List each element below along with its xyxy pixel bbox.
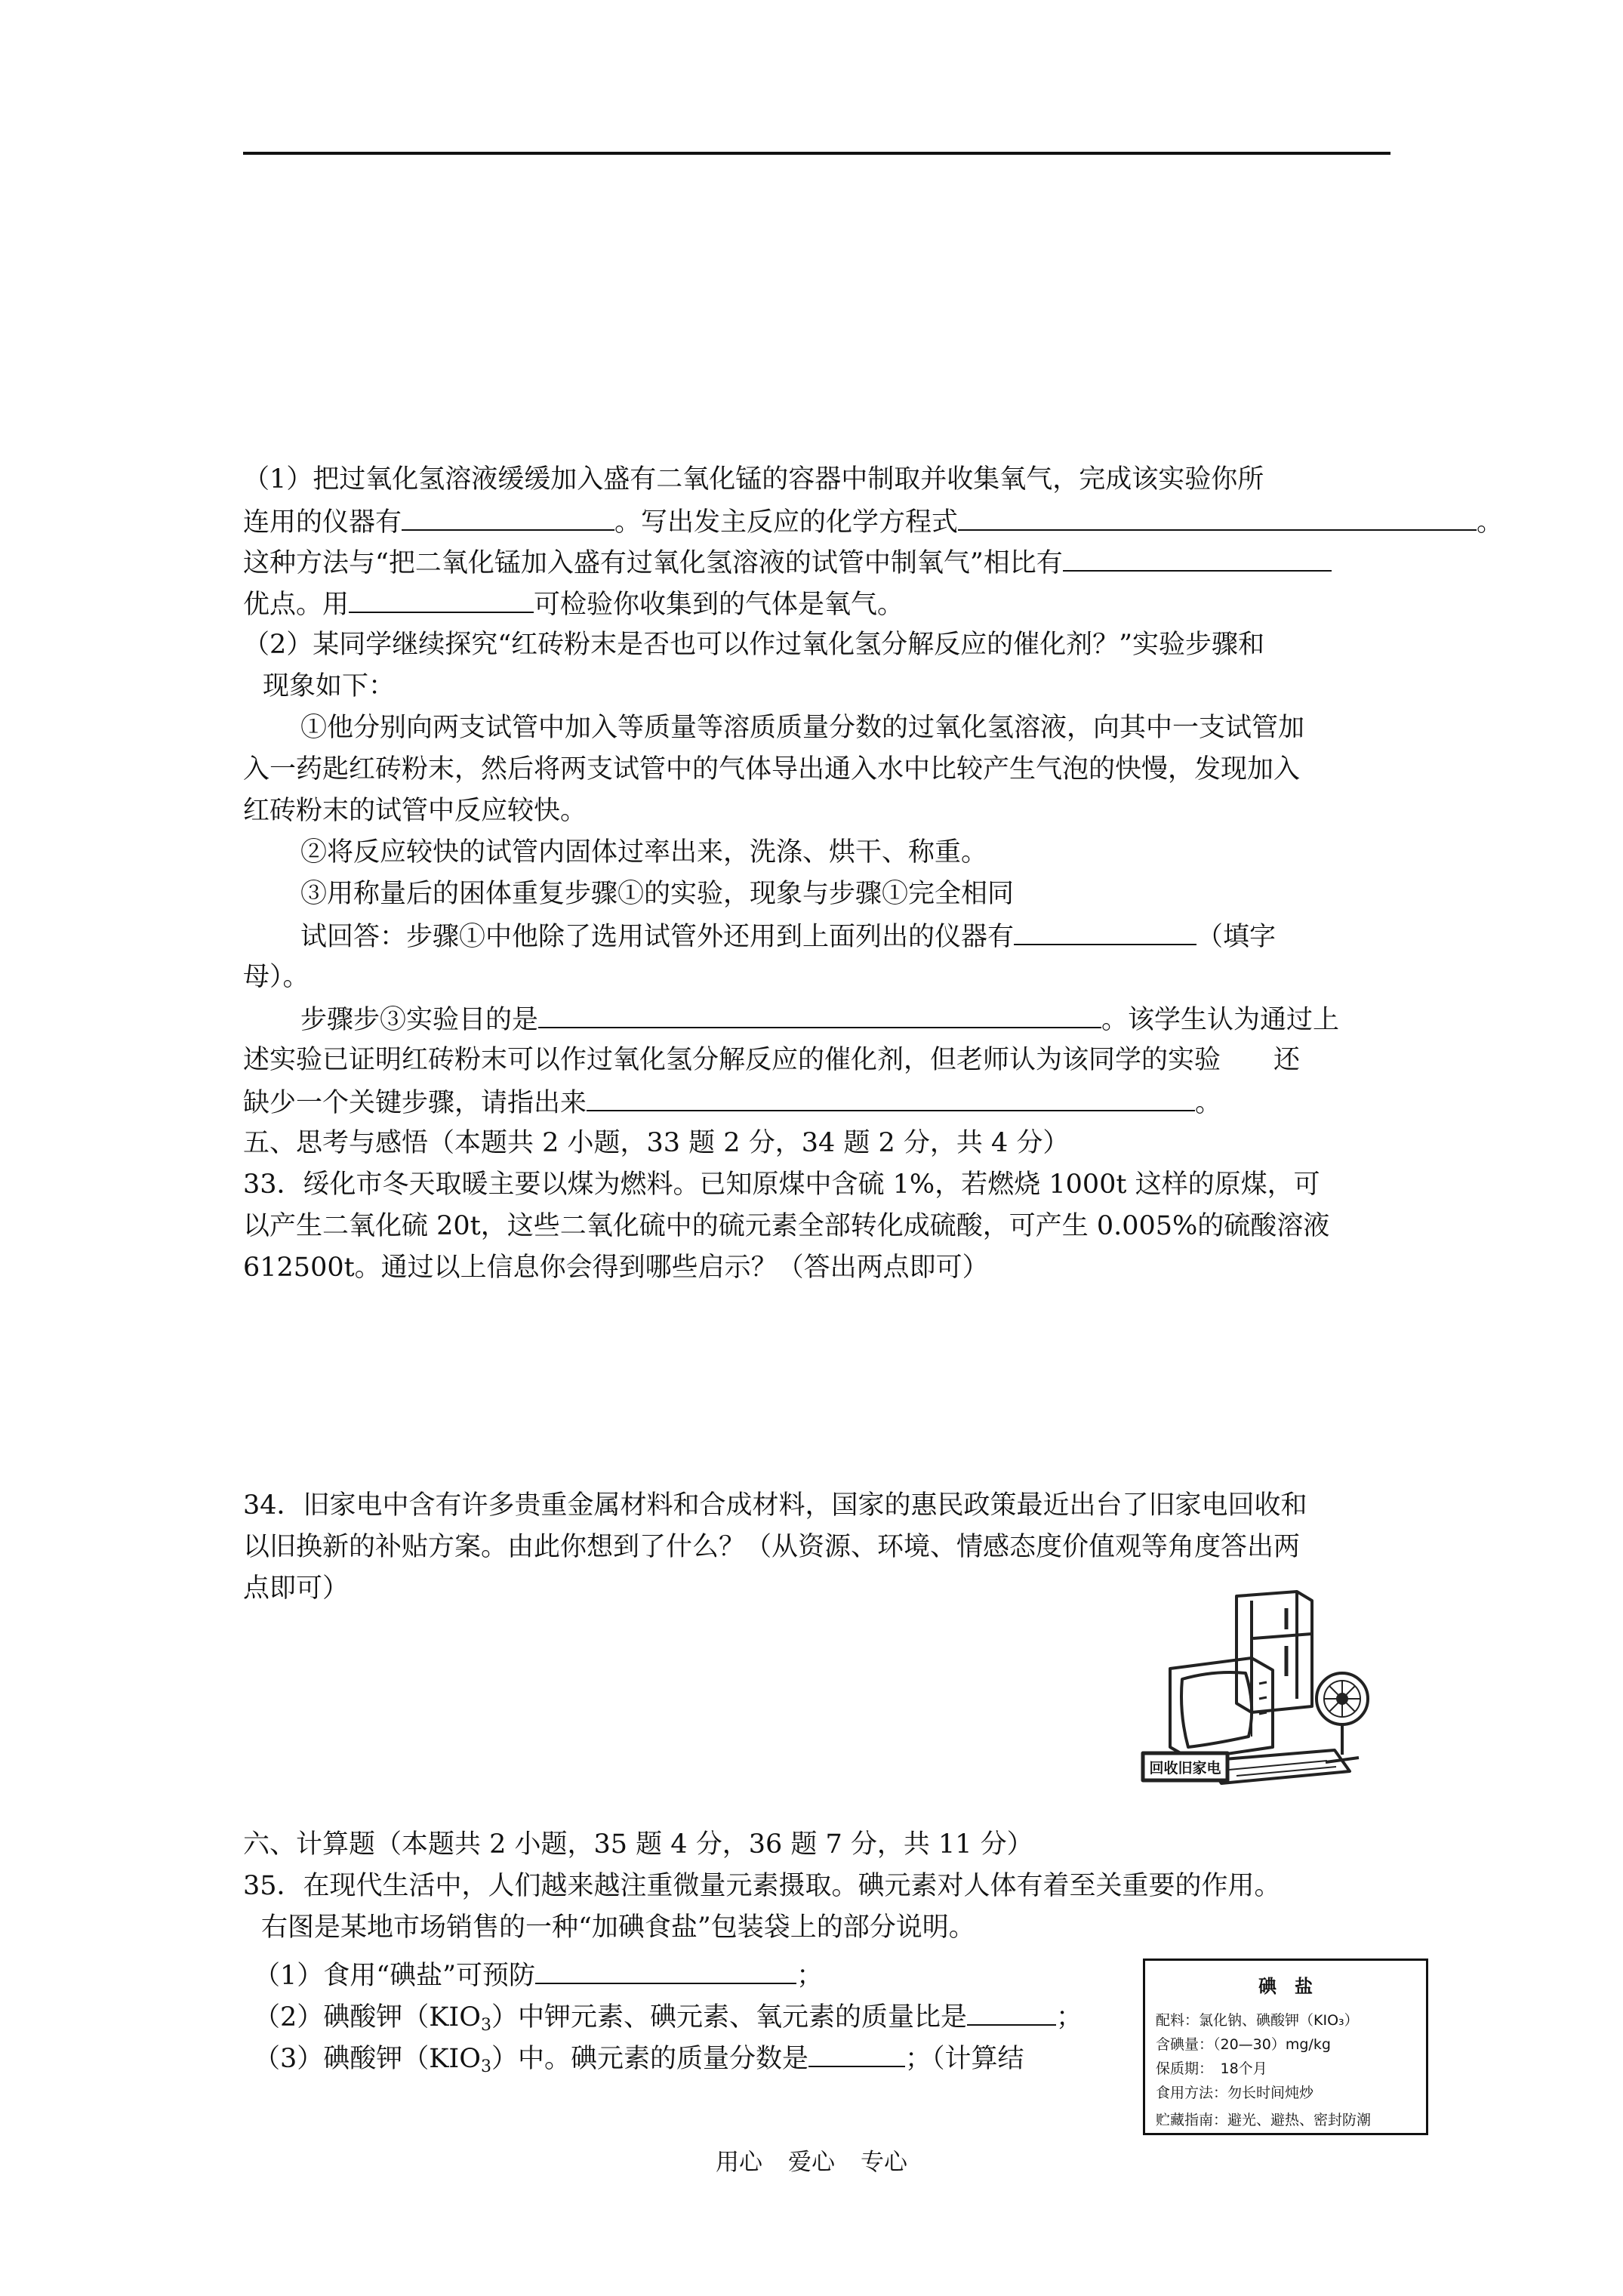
q32-part1-line2: 连用的仪器有 。写出发主反应的化学方程式 。 (243, 502, 1503, 541)
answer-blank-apparatus[interactable] (402, 502, 614, 531)
answer-blank-mass-fraction[interactable] (808, 2039, 905, 2067)
q32-part2-line2: 现象如下： (263, 671, 396, 701)
appliance-sign-text: 回收旧家电 (1149, 1760, 1221, 1777)
q32-part1-line4: 优点。用 可检验你收集到的气体是氧气。 (243, 584, 904, 624)
salt-label-shelf-life: 保质期： 18个月 (1156, 2060, 1267, 2077)
salt-label-storage: 贮藏指南：避光、避热、密封防潮 (1156, 2112, 1372, 2128)
footer-word-1: 用心 (716, 2149, 762, 2176)
answer-blank-purpose[interactable] (538, 1000, 1101, 1028)
answer-blank-instruments[interactable] (1014, 917, 1196, 945)
answer-blank-mass-ratio[interactable] (967, 1997, 1056, 2026)
answer-blank-test-method[interactable] (349, 584, 534, 613)
q35-line1: 35．在现代生活中，人们越来越注重微量元素摄取。碘元素对人体有着至关重要的作用。 (243, 1871, 1281, 1901)
old-appliances-illustration (1138, 1586, 1381, 1797)
salt-label-usage: 食用方法：勿长时间炖炒 (1156, 2085, 1314, 2101)
answer-blank-prevent-disease[interactable] (535, 1955, 796, 1984)
q33-line1: 33．绥化市冬天取暖主要以煤为燃料。已知原煤中含硫 1%，若燃烧 1000t 这样的原煤，可 (243, 1170, 1320, 1200)
q32-part1-line3: 这种方法与“把二氧化锰加入盛有过氧化氢溶液的试管中制氧气”相比有 (243, 543, 1332, 582)
appliances-drawing (1138, 1586, 1381, 1797)
section6-heading: 六、计算题（本题共 2 小题，35 题 4 分，36 题 7 分，共 11 分） (243, 1829, 1033, 1860)
q34-line3: 点即可） (243, 1573, 350, 1604)
q32-part2-line3: ①他分别向两支试管中加入等质量等溶质质量分数的过氧化氢溶液，向其中一支试管加 (300, 713, 1305, 743)
q32-part2-line9: 母）。 (243, 962, 310, 992)
page-footer (716, 2143, 933, 2177)
q32-part2-line11: 述实验已证明红砖粉末可以作过氧化氢分解反应的催化剂，但老师认为该同学的实验 还 (243, 1045, 1301, 1075)
answer-blank-missing-step[interactable] (587, 1083, 1195, 1111)
q35-line2: 右图是某地市场销售的一种“加碘食盐”包装袋上的部分说明。 (261, 1912, 975, 1943)
footer-word-3: 专心 (861, 2149, 907, 2176)
q33-line3: 612500t。通过以上信息你会得到哪些启示？（答出两点即可） (243, 1253, 989, 1283)
q32-part2-line10: 步骤步③实验目的是 。该学生认为通过上 (300, 1000, 1339, 1039)
q32-part1-line1: （1）把过氧化氢溶液缓缓加入盛有二氧化锰的容器中制取并收集氧气，完成该实验你所 (243, 464, 1264, 495)
q33-line2: 以产生二氧化硫 20t，这些二氧化硫中的硫元素全部转化成硫酸，可产生 0.005%的硫酸溶液 (243, 1211, 1330, 1241)
q32-part2-line5: 红砖粉末的试管中反应较快。 (243, 796, 587, 826)
q32-part2-line12: 缺少一个关键步骤，请指出来 。 (243, 1083, 1221, 1122)
q32-part2-line1: （2）某同学继续探究“红砖粉末是否也可以作过氧化氢分解反应的催化剂？”实验步骤和 (243, 630, 1265, 660)
salt-label-ingredients: 配料：氯化钠、碘酸钾（KIO₃） (1156, 2012, 1359, 2029)
answer-blank-advantage[interactable] (1063, 543, 1332, 572)
footer-word-2: 爱心 (788, 2149, 835, 2176)
q34-line2: 以旧换新的补贴方案。由此你想到了什么？（从资源、环境、情感态度价值观等角度答出两 (243, 1532, 1301, 1562)
q34-line1: 34．旧家电中含有许多贵重金属材料和合成材料，国家的惠民政策最近出台了旧家电回收和 (243, 1490, 1307, 1521)
iodized-salt-label (1143, 1959, 1428, 2135)
q32-part2-line6: ②将反应较快的试管内固体过率出来，洗涤、烘干、称重。 (300, 837, 988, 868)
header-rule (243, 152, 1390, 155)
salt-label-iodine-content: 含碘量：（20—30）mg/kg (1156, 2036, 1331, 2053)
section5-heading: 五、思考与感悟（本题共 2 小题，33 题 2 分，34 题 2 分，共 4 分） (243, 1128, 1070, 1158)
q32-part2-line4: 入一药匙红砖粉末，然后将两支试管中的气体导出通入水中比较产生气泡的快慢，发现加入 (243, 754, 1301, 784)
q32-part2-line8: 试回答：步骤①中他除了选用试管外还用到上面列出的仪器有 （填字 (300, 917, 1276, 956)
q35-sub3: （3）碘酸钾$(KIO_3)$中。碘元素的质量分数是 ；（计算结 (254, 2039, 1024, 2078)
q35-sub2: （2）碘酸钾$(KIO_3)$中钾元素、碘元素、氧元素的质量比是 ； (254, 1997, 1083, 2036)
salt-label-title: 碘 盐 (1258, 1976, 1313, 1997)
q32-part2-line7: ③用称量后的困体重复步骤①的实验，现象与步骤①完全相同 (300, 879, 1015, 909)
answer-blank-equation[interactable] (958, 502, 1477, 531)
q35-sub1: （1）食用“碘盐”可预防 ； (254, 1955, 823, 1995)
